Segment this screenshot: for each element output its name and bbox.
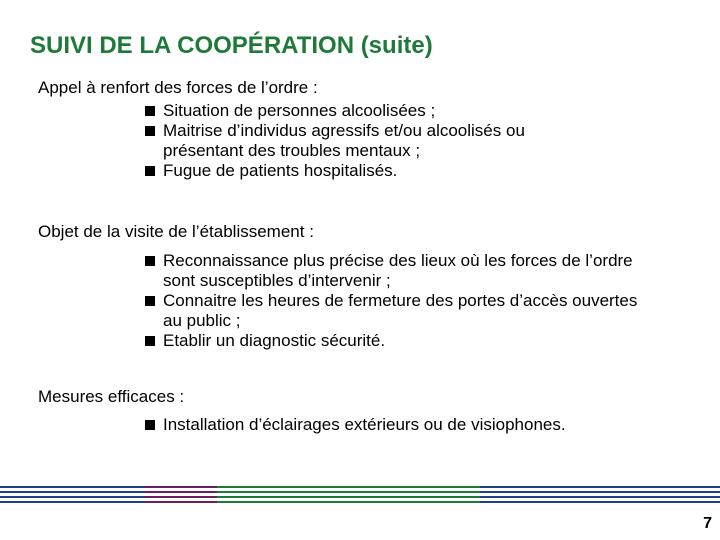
square-bullet-icon [145,166,155,176]
square-bullet-icon [145,106,155,116]
section-heading-renfort: Appel à renfort des forces de l’ordre : [38,78,318,97]
list-item [145,291,663,331]
list-item [145,161,603,181]
section-heading-visite: Objet de la visite de l’établissement : [38,222,314,241]
bullet-list-visite [145,251,663,351]
square-bullet-icon [145,296,155,306]
list-item [145,331,663,351]
square-bullet-icon [145,420,155,430]
slide-title: SUIVI DE LA COOPÉRATION (suite) [30,32,433,59]
list-item [145,415,566,435]
square-bullet-icon [145,126,155,136]
list-item [145,251,663,291]
bullet-text: Connaitre les heures de fermeture des portes d’accès ouvertes au public ; [163,291,638,330]
page-number: 7 [703,515,712,532]
bullet-text: Maitrise d’individus agressifs et/ou alcoolisés ou présentant des troubles mentaux ; [163,121,525,160]
bullet-text: Etablir un diagnostic sécurité. [163,331,386,350]
list-item [145,101,603,121]
bullet-text: Fugue de patients hospitalisés. [163,161,398,180]
bullet-list-renfort [145,101,603,181]
footer-stripes [0,486,720,503]
bullet-text: Installation d’éclairages extérieurs ou de visiophones. [163,415,566,434]
square-bullet-icon [145,256,155,266]
square-bullet-icon [145,336,155,346]
bullet-list-mesures [145,415,566,435]
section-heading-mesures: Mesures efficaces : [38,387,185,406]
list-item [145,121,603,161]
bullet-text: Situation de personnes alcoolisées ; [163,101,436,120]
bullet-text: Reconnaissance plus précise des lieux où les forces de l’ordre sont susceptibles d’intervenir ; [163,251,633,290]
